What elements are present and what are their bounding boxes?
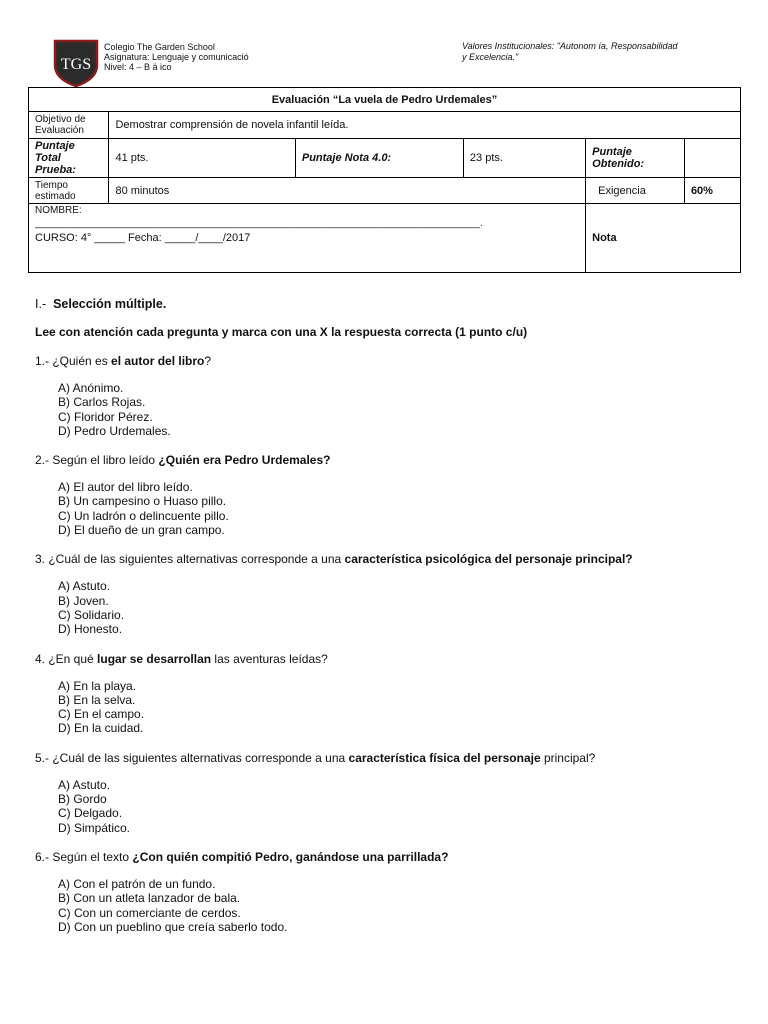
- question-emphasis: característica física del personaje: [348, 750, 541, 765]
- question-text: 6.- Según el texto: [35, 849, 133, 864]
- answer-options: [58, 778, 755, 835]
- total-score-value: 41 pts.: [109, 139, 295, 178]
- section-heading: [35, 297, 755, 311]
- answer-option[interactable]: C) Solidario.: [58, 607, 125, 622]
- exigencia-label: Exigencia: [586, 178, 685, 204]
- values-line-2: y Excelencia.": [462, 52, 519, 62]
- answer-option[interactable]: B) Gordo: [58, 792, 107, 807]
- shield-icon: [53, 39, 99, 87]
- answer-options: [58, 579, 755, 636]
- values-line-1: Valores Institucionales: "Autonom ía, Responsabilidad: [462, 41, 678, 51]
- answer-option[interactable]: D) Con un pueblino que creía saberlo todo.: [58, 919, 288, 934]
- question-text: 2.- Según el libro leído: [35, 453, 159, 468]
- name-label: NOMBRE:: [35, 205, 82, 216]
- question-text-end: las aventuras leídas?: [211, 651, 328, 666]
- answer-option[interactable]: A) El autor del libro leído.: [58, 480, 193, 495]
- question-2: [35, 453, 755, 467]
- answer-option[interactable]: A) Anónimo.: [58, 381, 124, 395]
- answer-option[interactable]: C) Delgado.: [58, 806, 123, 821]
- answer-option[interactable]: B) Joven.: [58, 593, 109, 608]
- question-4: [35, 652, 755, 666]
- question-text-end: ?: [204, 354, 212, 368]
- answer-options: [58, 679, 755, 736]
- answer-option[interactable]: D) Simpático.: [58, 820, 131, 835]
- obtained-score-field[interactable]: [684, 139, 740, 178]
- section-title: Selección múltiple.: [53, 297, 167, 311]
- exigencia-value: 60%: [684, 178, 740, 204]
- question-emphasis: lugar se desarrollan: [97, 651, 212, 666]
- answer-option[interactable]: C) En el campo.: [58, 707, 145, 722]
- logo-text: TGS: [60, 56, 92, 73]
- question-emphasis: ¿Con quién compitió Pedro, ganándose una parrillada?: [132, 849, 449, 864]
- answer-option[interactable]: A) En la playa.: [58, 678, 137, 693]
- answer-options: [58, 381, 755, 438]
- answer-option[interactable]: C) Un ladrón o delincuente pillo.: [58, 508, 229, 523]
- time-label: Tiempo estimado: [29, 178, 109, 204]
- subject-line: Asignatura: Lenguaje y comunicació: [104, 52, 249, 62]
- grade-label: Nota: [586, 204, 741, 273]
- question-1: [35, 354, 755, 368]
- instructions: Lee con atención cada pregunta y marca con una X la respuesta correcta (1 punto c/u): [35, 325, 528, 339]
- answer-option[interactable]: A) Astuto.: [58, 579, 111, 594]
- question-6: [35, 850, 755, 864]
- obtained-score-label: Puntaje Obtenido:: [586, 139, 685, 178]
- answer-option[interactable]: D) Honesto.: [58, 622, 123, 637]
- answer-options: [58, 877, 755, 934]
- name-line[interactable]: ________________________________________________________________________________.: [35, 218, 483, 229]
- answer-option[interactable]: C) Con un comerciante de cerdos.: [58, 905, 241, 920]
- evaluation-table: [28, 87, 741, 273]
- school-name: Colegio The Garden School: [104, 42, 215, 52]
- question-text: 3. ¿Cuál de las siguientes alternativas corresponde a una: [35, 552, 345, 567]
- question-text: 4. ¿En qué: [35, 651, 98, 666]
- question-5: [35, 751, 755, 765]
- nota-score-label: Puntaje Nota 4.0:: [295, 139, 463, 178]
- institutional-values: [462, 41, 732, 63]
- question-emphasis: ¿Quién era Pedro Urdemales?: [158, 453, 331, 468]
- answer-option[interactable]: B) Con un atleta lanzador de bala.: [58, 891, 241, 906]
- answer-option[interactable]: B) Un campesino o Huaso pillo.: [58, 494, 227, 509]
- question-emphasis: el autor del libro: [111, 354, 205, 368]
- answer-option[interactable]: B) En la selva.: [58, 692, 136, 707]
- answer-option[interactable]: B) Carlos Rojas.: [58, 395, 146, 410]
- answer-option[interactable]: A) Con el patrón de un fundo.: [58, 876, 216, 891]
- school-logo: [53, 39, 99, 87]
- question-3: [35, 552, 755, 566]
- answer-option[interactable]: C) Floridor Pérez.: [58, 409, 153, 424]
- nota-score-value: 23 pts.: [463, 139, 585, 178]
- course-date-line[interactable]: CURSO: 4° _____ Fecha: _____/____/2017: [35, 232, 251, 244]
- answer-option[interactable]: A) Astuto.: [58, 777, 111, 792]
- answer-option[interactable]: D) En la cuidad.: [58, 721, 144, 736]
- school-info: [104, 42, 249, 72]
- section-number: I.-: [35, 297, 47, 311]
- level-line: Nivel: 4 – B ä ico: [104, 62, 172, 72]
- question-text: 1.- ¿Quién es: [35, 354, 112, 368]
- total-score-label: Puntaje Total Prueba:: [29, 139, 109, 178]
- objective-label: Objetivo de Evaluación: [29, 112, 109, 139]
- answer-options: [58, 480, 755, 537]
- objective-value: Demostrar comprensión de novela infantil leída.: [109, 112, 741, 139]
- question-text: 5.- ¿Cuál de las siguientes alternativas corresponde a una: [35, 750, 349, 765]
- question-emphasis: característica psicológica del personaje principal?: [344, 552, 633, 567]
- answer-option[interactable]: D) El dueño de un gran campo.: [58, 523, 225, 538]
- question-text-end: principal?: [540, 750, 596, 765]
- question-list: [35, 354, 755, 934]
- evaluation-title: Evaluación “La vuela de Pedro Urdemales”: [29, 88, 741, 112]
- student-info-cell[interactable]: [29, 204, 586, 273]
- time-value: 80 minutos: [109, 178, 586, 204]
- answer-option[interactable]: D) Pedro Urdemales.: [58, 423, 171, 438]
- exam-content: [35, 297, 755, 949]
